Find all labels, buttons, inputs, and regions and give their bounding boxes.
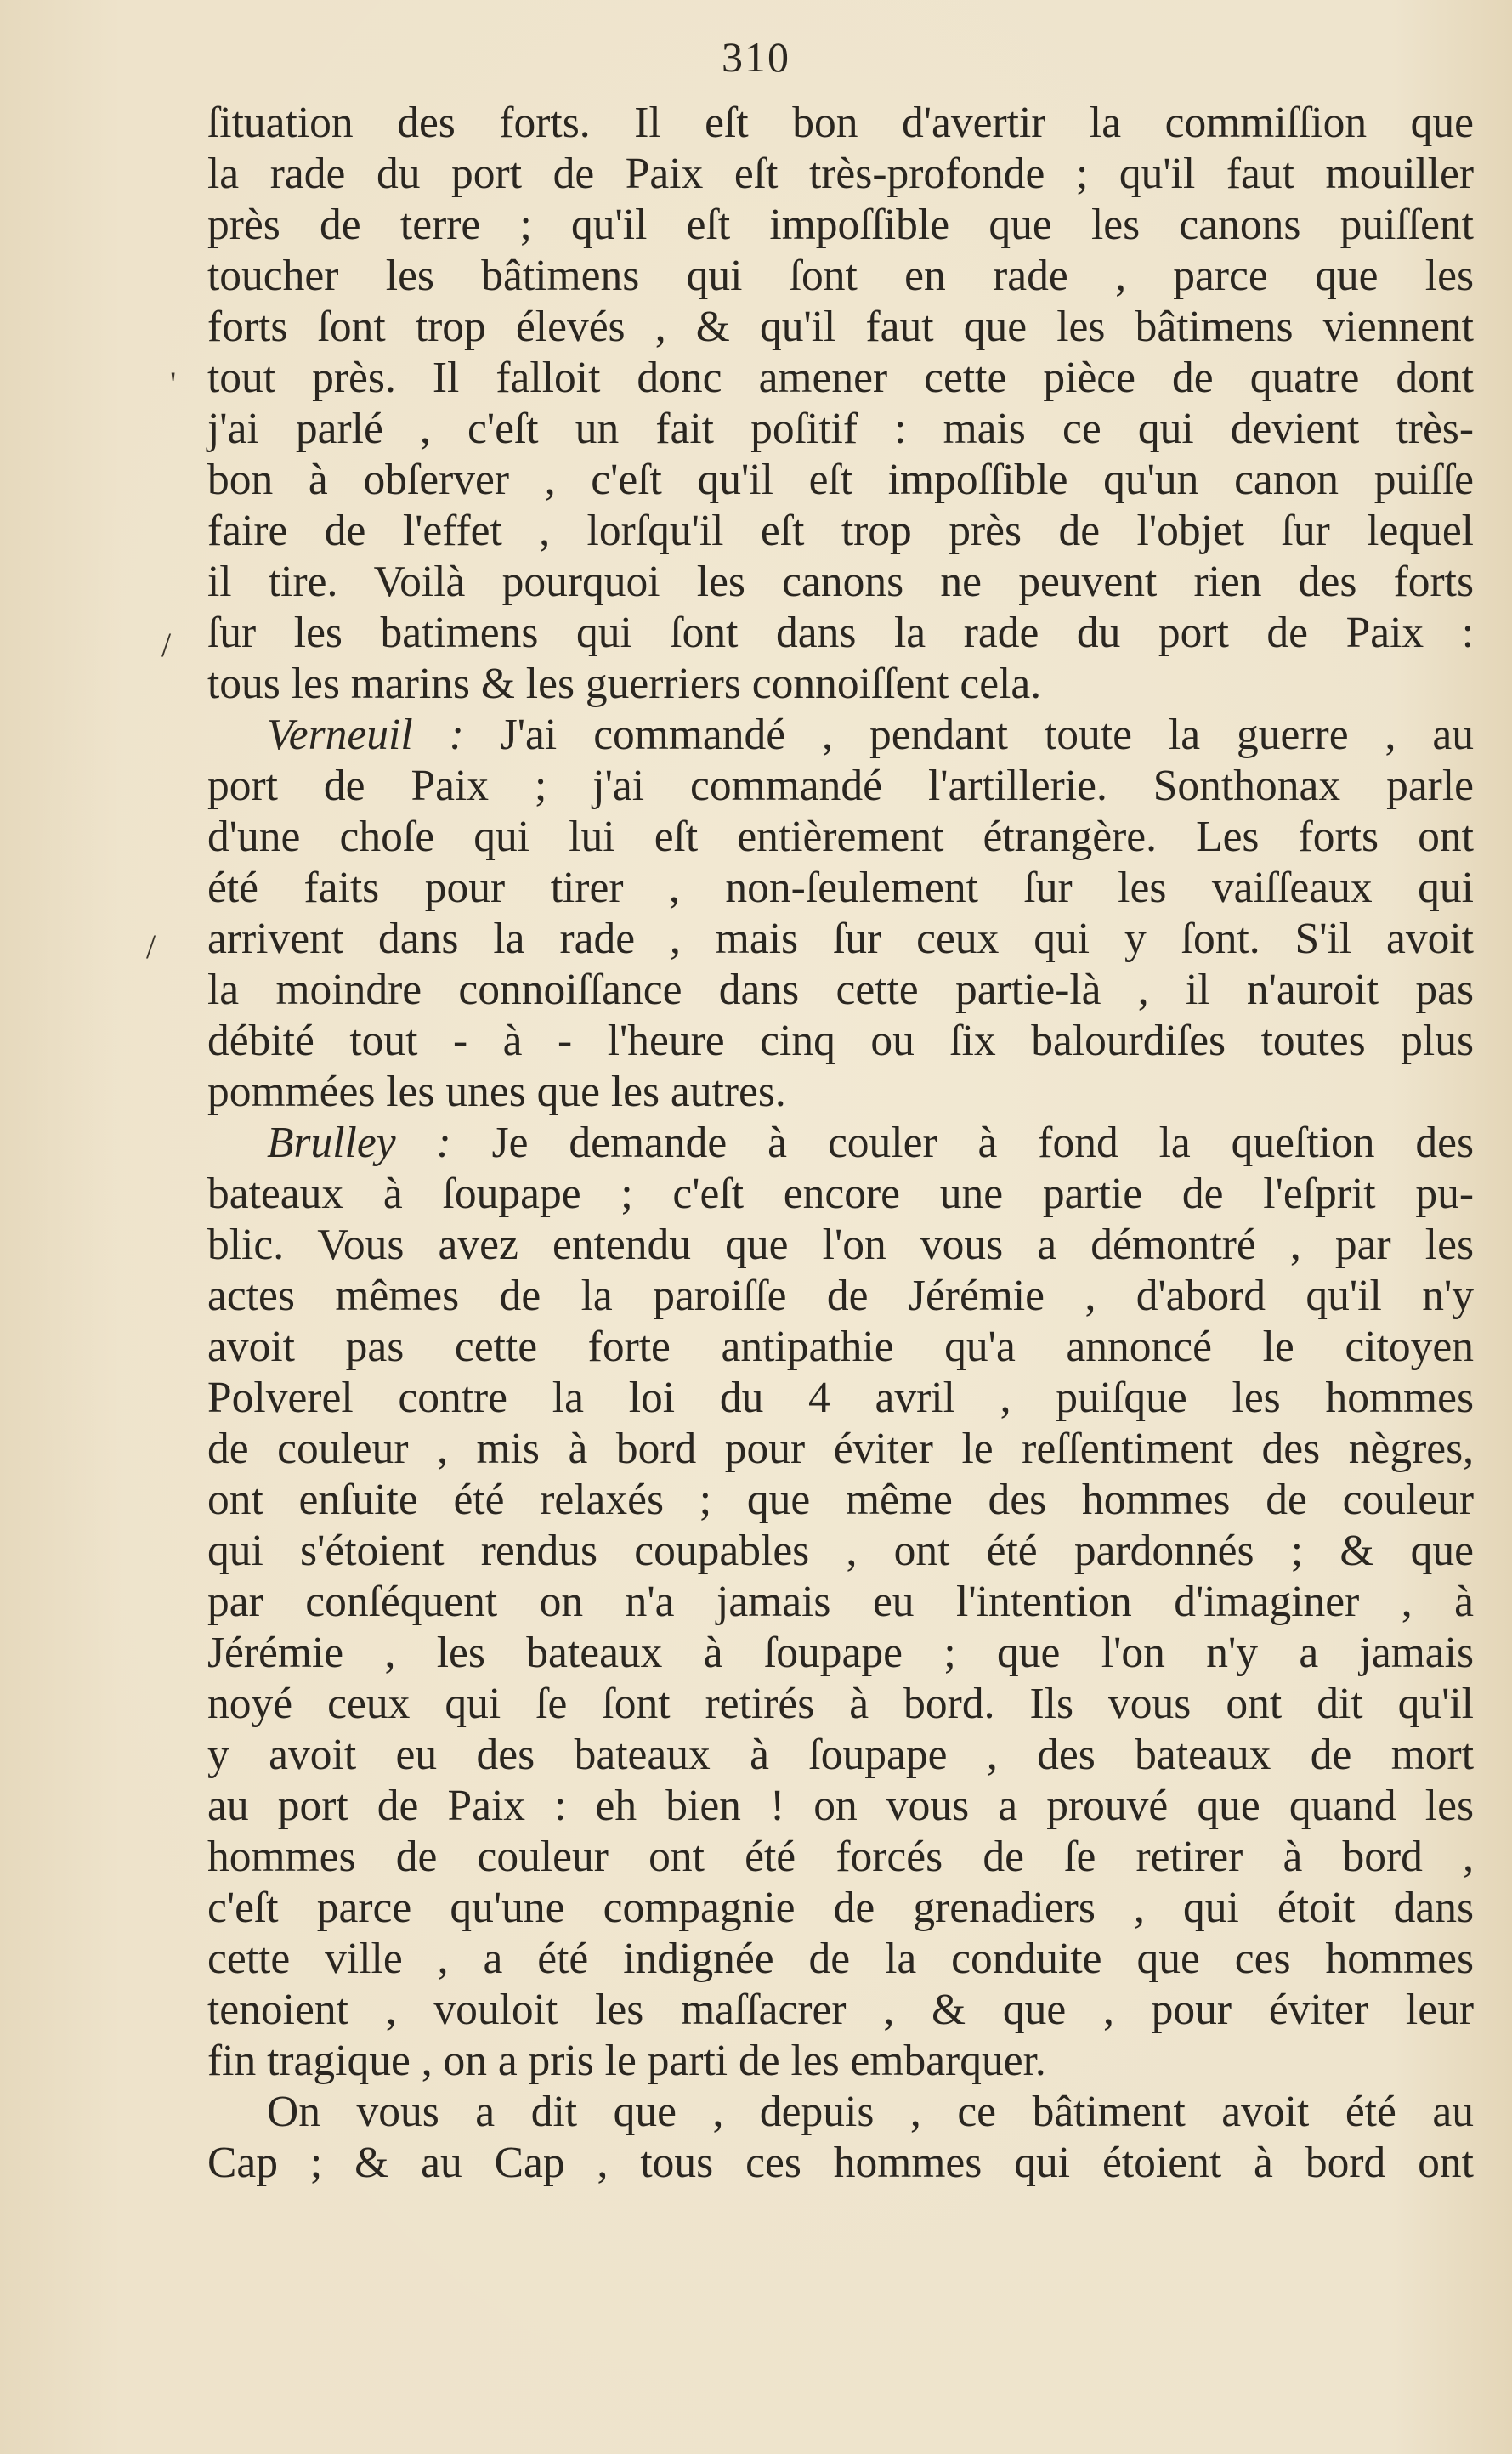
- text-line: près de terre ; qu'il eſt impoſſible que les canons puiſſent: [207, 201, 1474, 249]
- text-line: actes mêmes de la paroiſſe de Jérémie , d'abord qu'il n'y: [207, 1272, 1474, 1320]
- text-fragment: On vous a dit que , depuis , ce bâtiment avoit été au: [267, 2088, 1474, 2136]
- text-line: ont enſuite été relaxés ; que même des hommes de couleur: [207, 1476, 1474, 1524]
- text-line: il tire. Voilà pourquoi les canons ne peuvent rien des forts: [207, 558, 1474, 606]
- text-fragment: J'ai commandé , pendant toute la guerre , au: [500, 711, 1475, 759]
- text-line: la moindre connoiſſance dans cette partie-là , il n'auroit pas: [207, 966, 1474, 1014]
- body-text: [207, 98, 1474, 2189]
- text-fragment: Je demande à couler à fond la queſtion des: [491, 1119, 1475, 1167]
- text-line: tous les marins & les guerriers connoiſſent cela.: [207, 660, 1042, 708]
- text-line: été faits pour tirer , non-ſeulement ſur les vaiſſeaux qui: [207, 864, 1474, 912]
- text-line: bateaux à ſoupape ; c'eſt encore une partie de l'eſprit pu-: [207, 1170, 1474, 1218]
- text-line: par conſéquent on n'a jamais eu l'intention d'imaginer , à: [207, 1578, 1474, 1626]
- text-line: ſituation des forts. Il eſt bon d'avertir la commiſſion que: [207, 99, 1474, 147]
- text-line: Polverel contre la loi du 4 avril , puiſque les hommes: [207, 1374, 1474, 1422]
- text-line: de couleur , mis à bord pour éviter le reſſentiment des nègres,: [207, 1425, 1474, 1473]
- text-line: forts ſont trop élevés , & qu'il faut que les bâtimens viennent: [207, 303, 1474, 351]
- text-line: Jérémie , les bateaux à ſoupape ; que l'on n'y a jamais: [207, 1629, 1474, 1677]
- text-line: toucher les bâtimens qui ſont en rade , parce que les: [207, 252, 1474, 300]
- text-line: [207, 1118, 1474, 1169]
- text-line: tout près. Il falloit donc amener cette pièce de quatre dont: [207, 354, 1474, 402]
- text-line: qui s'étoient rendus coupables , ont été pardonnés ; & que: [207, 1527, 1474, 1575]
- text-line: faire de l'effet , lorſqu'il eſt trop près de l'objet ſur lequel: [207, 507, 1474, 555]
- text-line: bon à obſerver , c'eſt qu'il eſt impoſſible qu'un canon puiſſe: [207, 456, 1474, 504]
- page-number: 310: [722, 33, 790, 81]
- margin-mark: /: [161, 626, 172, 664]
- text-line: débité tout - à - l'heure cinq ou ſix balourdiſes toutes plus: [207, 1017, 1474, 1065]
- text-line: avoit pas cette forte antipathie qu'a annoncé le citoyen: [207, 1323, 1474, 1371]
- text-line: cette ville , a été indignée de la conduite que ces hommes: [207, 1935, 1474, 1983]
- speaker-name: Brulley :: [267, 1119, 451, 1167]
- text-line: fin tragique , on a pris le parti de les embarquer.: [207, 2037, 1046, 2085]
- text-line: port de Paix ; j'ai commandé l'artillerie. Sonthonax parle: [207, 762, 1474, 810]
- text-line: la rade du port de Paix eſt très-profonde ; qu'il faut mouiller: [207, 150, 1474, 198]
- text-line: au port de Paix : eh bien ! on vous a prouvé que quand les: [207, 1782, 1474, 1830]
- text-line: c'eſt parce qu'une compagnie de grenadiers , qui étoit dans: [207, 1884, 1474, 1932]
- text-line: hommes de couleur ont été forcés de ſe retirer à bord ,: [207, 1833, 1474, 1881]
- text-line: tenoient , vouloit les maſſacrer , & que , pour éviter leur: [207, 1986, 1474, 2034]
- text-line: arrivent dans la rade , mais ſur ceux qui y ſont. S'il avoit: [207, 915, 1474, 963]
- speaker-name: Verneuil :: [267, 711, 464, 759]
- text-line: pommées les unes que les autres.: [207, 1068, 786, 1116]
- text-line: y avoit eu des bateaux à ſoupape , des bateaux de mort: [207, 1731, 1474, 1779]
- text-line: ſur les batimens qui ſont dans la rade du port de Paix :: [207, 609, 1474, 657]
- text-line: blic. Vous avez entendu que l'on vous a démontré , par les: [207, 1221, 1474, 1269]
- paragraph: [207, 710, 1474, 1118]
- margin-mark: /: [146, 927, 156, 966]
- text-line: noyé ceux qui ſe ſont retirés à bord. Ils vous ont dit qu'il: [207, 1680, 1474, 1728]
- text-line: j'ai parlé , c'eſt un fait poſitif : mais ce qui devient très-: [207, 405, 1474, 453]
- text-line: d'une choſe qui lui eſt entièrement étrangère. Les forts ont: [207, 813, 1474, 861]
- paragraph: [207, 2087, 1474, 2189]
- paragraph: [207, 98, 1474, 710]
- margin-mark: ': [170, 365, 177, 403]
- text-line: Cap ; & au Cap , tous ces hommes qui étoient à bord ont: [207, 2139, 1474, 2187]
- text-line: [207, 2087, 1474, 2138]
- text-line: [207, 710, 1474, 761]
- paragraph: [207, 1118, 1474, 2087]
